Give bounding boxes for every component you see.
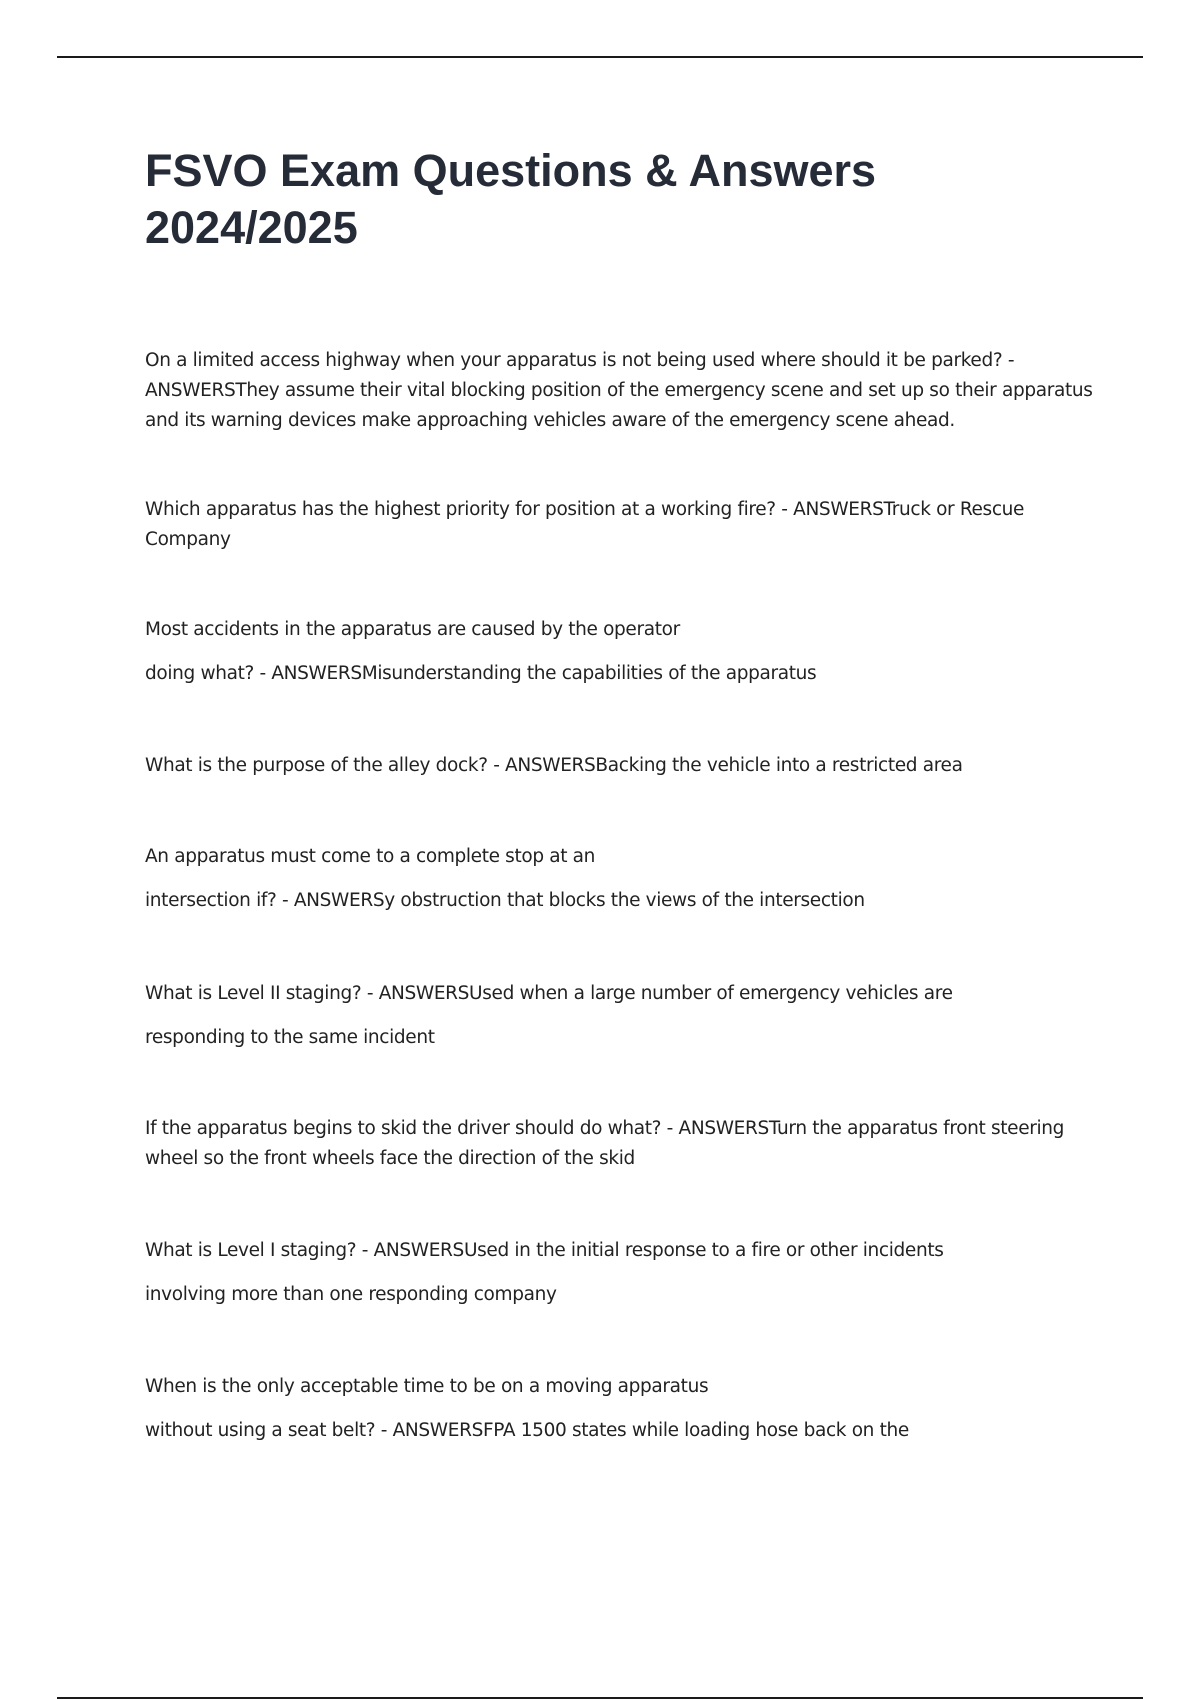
qa-line: An apparatus must come to a complete stop at an xyxy=(145,846,596,867)
qa-line: What is Level II staging? - ANSWERSUsed when a large number of emergency vehicles are xyxy=(145,983,953,1004)
qa-line: When is the only acceptable time to be on a moving apparatus xyxy=(145,1376,709,1397)
qa-line: Most accidents in the apparatus are caused by the operator xyxy=(145,619,680,640)
qa-line: Company xyxy=(145,529,231,550)
qa-line: without using a seat belt? - ANSWERSFPA 1500 states while loading hose back on the xyxy=(145,1420,909,1441)
qa-entry xyxy=(145,1114,1095,1174)
qa-line: responding to the same incident xyxy=(145,1027,435,1048)
qa-entry xyxy=(145,615,1095,689)
qa-line: Which apparatus has the highest priority for position at a working fire? - ANSWERSTruck or Rescue xyxy=(145,499,1025,520)
qa-line: What is the purpose of the alley dock? - ANSWERSBacking the vehicle into a restricted area xyxy=(145,755,963,776)
qa-line: involving more than one responding company xyxy=(145,1284,557,1305)
qa-entry xyxy=(145,842,1095,916)
document-title: FSVO Exam Questions & Answers 2024/2025 xyxy=(145,145,877,253)
qa-entry xyxy=(145,1372,1095,1446)
qa-line: If the apparatus begins to skid the driver should do what? - ANSWERSTurn the apparatus front steering xyxy=(145,1118,1065,1139)
qa-line: What is Level I staging? - ANSWERSUsed in the initial response to a fire or other incidents xyxy=(145,1240,944,1261)
qa-entry xyxy=(145,346,1095,436)
qa-entry xyxy=(145,751,1095,781)
qa-line: wheel so the front wheels face the direction of the skid xyxy=(145,1148,635,1169)
qa-line: and its warning devices make approaching vehicles aware of the emergency scene ahead. xyxy=(145,410,955,431)
qa-line: doing what? - ANSWERSMisunderstanding the capabilities of the apparatus xyxy=(145,663,817,684)
qa-line: On a limited access highway when your apparatus is not being used where should it be parked? - xyxy=(145,350,1015,371)
qa-entry xyxy=(145,979,1095,1053)
qa-line: ANSWERSThey assume their vital blocking position of the emergency scene and set up so their apparatus xyxy=(145,380,1093,401)
bottom-rule xyxy=(57,1697,1143,1699)
qa-entry xyxy=(145,495,1095,555)
top-rule xyxy=(57,56,1143,58)
qa-entry xyxy=(145,1236,1095,1310)
qa-line: intersection if? - ANSWERSy obstruction that blocks the views of the intersection xyxy=(145,890,865,911)
